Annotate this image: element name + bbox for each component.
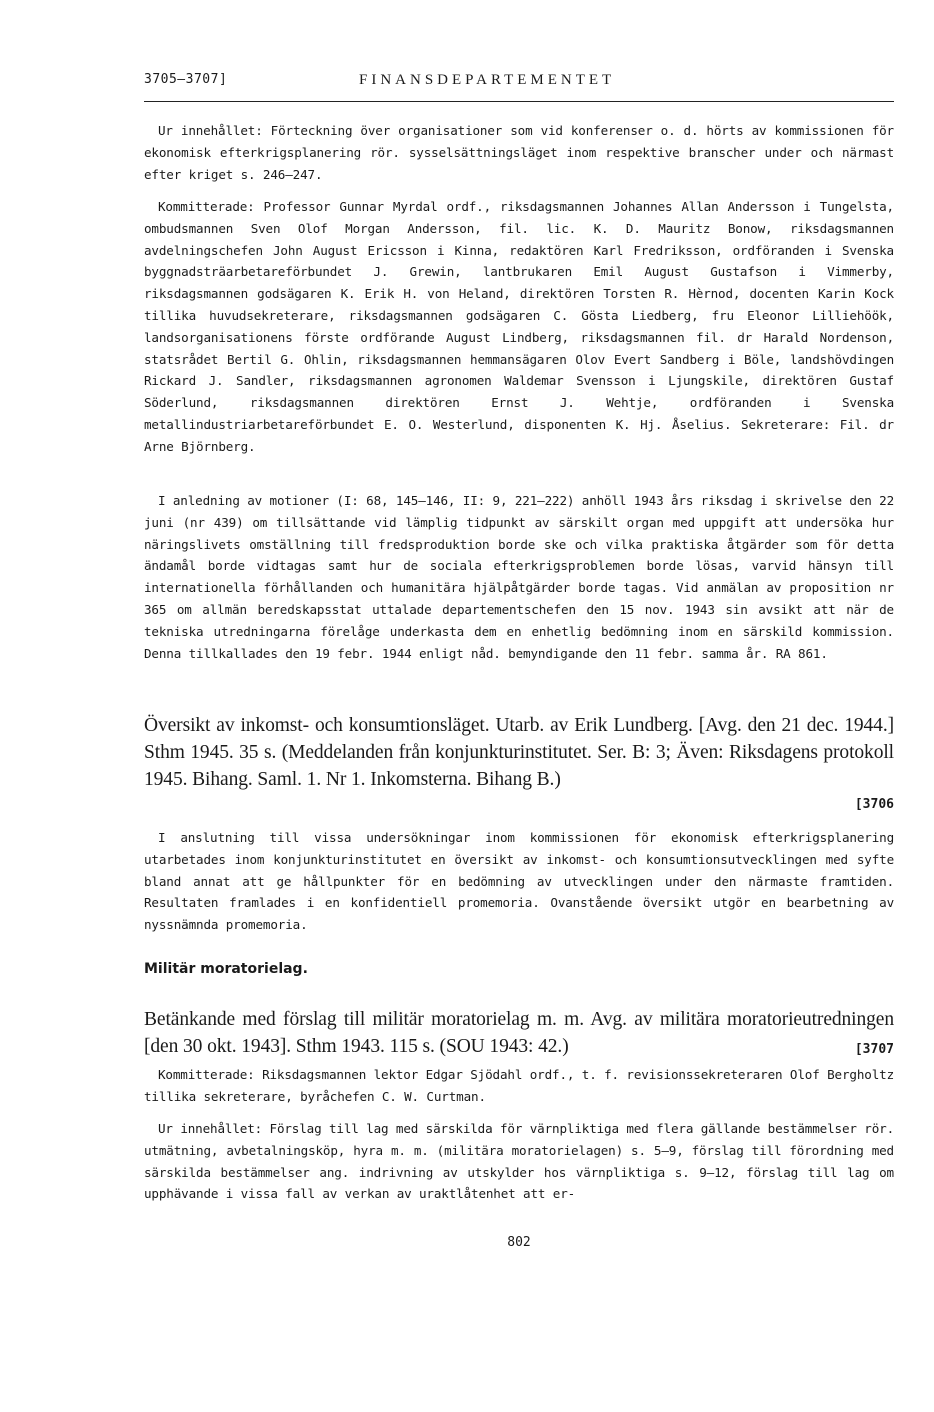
header-rule xyxy=(144,101,894,102)
entry-3706-title: Översikt av inkomst- och konsumtionsläget. Utarb. av Erik Lundberg. [Avg. den 21 dec. 1944.] Sthm 1945. 35 s. (Meddelanden från konjunkturinstitutet. Ser. B: 3; Även: Riksdagens protokoll 1945. Bihang. Saml. 1. Nr 1. Inkomsterna. Bihang B.) xyxy=(144,715,894,790)
department-title: FINANSDEPARTEMENTET xyxy=(359,72,616,88)
entry-3707-committee xyxy=(144,1064,894,1108)
entry-3705-contents xyxy=(144,120,894,185)
contents-paragraph: Ur innehållet: Förslag till lag med särskilda för värnpliktiga med flera gällande bestämmelser rör. utmätning, avbetalningsköp, hyra m. m. (militära moratorielagen) s. 5—9, förslag till förordning med särskilda bestämmelser ang. indrivning av utskylder hos värnpliktiga s. 9—12, förslag till lag om upphävande i vissa fall av verkan av uraktlåtenhet att er- xyxy=(144,1121,894,1202)
entry-3705-background xyxy=(144,490,894,664)
entry-3706-paragraph: I anslutning till vissa undersökningar inom kommissionen för ekonomisk efterkrigsplanering utarbetades inom konjunkturinstitutet en översikt av inkomst- och konsumtionsutvecklingen med syfte bland annat att ge hållpunkter för en bedömning av utvecklingen under den närmaste framtiden. Resultaten framlades i en konfidentiell promemoria. Ovanstående översikt utgör en bearbetning av nyssnämnda promemoria. xyxy=(144,830,894,933)
background-paragraph: I anledning av motioner (I: 68, 145—146, II: 9, 221—222) anhöll 1943 års riksdag i skrivelse den 22 juni (nr 439) om tillsättande vid lämplig tidpunkt av särskilt organ med uppgift att undersöka hur näringslivets omställning till fredsproduktion borde ske och vilka praktiska åtgärder som för detta ändamål borde vidtagas samt hur de sociala efterkrigsproblemen borde lösas, varvid hänsyn till internationella förhållanden och humanitära hjälpåtgärder borde tagas. Vid anmälan av proposition nr 365 om allmän beredskapsstat uttalade departementschefen den 15 nov. 1943 sin avsikt att när de tekniska utredningarna förelåge underkasta dem en enhetlig bedömning inom en särskild kommission. Denna tillkallades den 19 febr. 1944 enligt nåd. bemyndigande den 11 febr. samma år. RA 861. xyxy=(144,493,894,661)
entry-3706-text xyxy=(144,827,894,936)
entry-3705-committee xyxy=(144,196,894,458)
entry-3706-number: [3706 xyxy=(854,797,894,812)
entry-range: 3705—3707] xyxy=(144,72,228,87)
entry-3707-contents xyxy=(144,1118,894,1205)
section-heading: Militär moratorielag. xyxy=(144,961,308,977)
contents-paragraph: Ur innehållet: Förteckning över organisationer som vid konferenser o. d. hörts av kommissionen för ekonomisk efterkrigsplanering rör. sysselsättningsläget inom respektive branscher under och närmast efter kriget s. 246—247. xyxy=(144,123,894,182)
committee-paragraph: Kommitterade: Riksdagsmannen lektor Edgar Sjödahl ordf., t. f. revisionssekreteraren Olof Bergholtz tillika sekreterare, byråchefen C. W. Curtman. xyxy=(144,1067,894,1104)
committee-paragraph: Kommitterade: Professor Gunnar Myrdal ordf., riksdagsmannen Johannes Allan Andersson i Tungelsta, ombudsmannen Sven Olof Morgan Andersson, fil. lic. K. D. Mauritz Bonow, riksdagsmannen avdelningschefen John August Ericsson i Kinna, redaktören Karl Fredriksson, ordföranden i Svenska byggnadsträarbetareförbundet J. Grewin, lantbrukaren Emil August Gustafson i Vimmerby, riksdagsmannen godsägaren K. Erik H. von Heland, direktören Torsten R. Hèrnod, docenten Karin Kock tillika huvudsekreterare, riksdagsmannen godsägaren C. Gösta Liedberg, fru Eleonor Lilliehöök, landsorganisationens förste ordförande August Lindberg, riksdagsmannen fil. dr Harald Nordenson, statsrådet Bertil G. Ohlin, riksdagsmannen hemmansägaren Olov Evert Sandberg i Böle, landshövdingen Rickard J. Sandler, riksdagsmannen agronomen Waldemar Svensson i Ljungskile, direktören Gustaf Söderlund, riksdagsmannen direktören Ernst J. Wehtje, ordföranden i Svenska metallindustriarbetareförbundet E. O. Westerlund, disponenten K. Hj. Åselius. Sekreterare: Fil. dr Arne Björnberg. xyxy=(144,199,894,454)
running-header xyxy=(144,72,894,94)
page-number: 802 xyxy=(507,1235,531,1250)
entry-3707-title: Betänkande med förslag till militär moratorielag m. m. Avg. av militära moratorieutredningen [den 30 okt. 1943]. Sthm 1943. 115 s. (SOU 1943: 42.) xyxy=(144,1009,894,1057)
entry-3707-number: [3707 xyxy=(854,1042,894,1057)
